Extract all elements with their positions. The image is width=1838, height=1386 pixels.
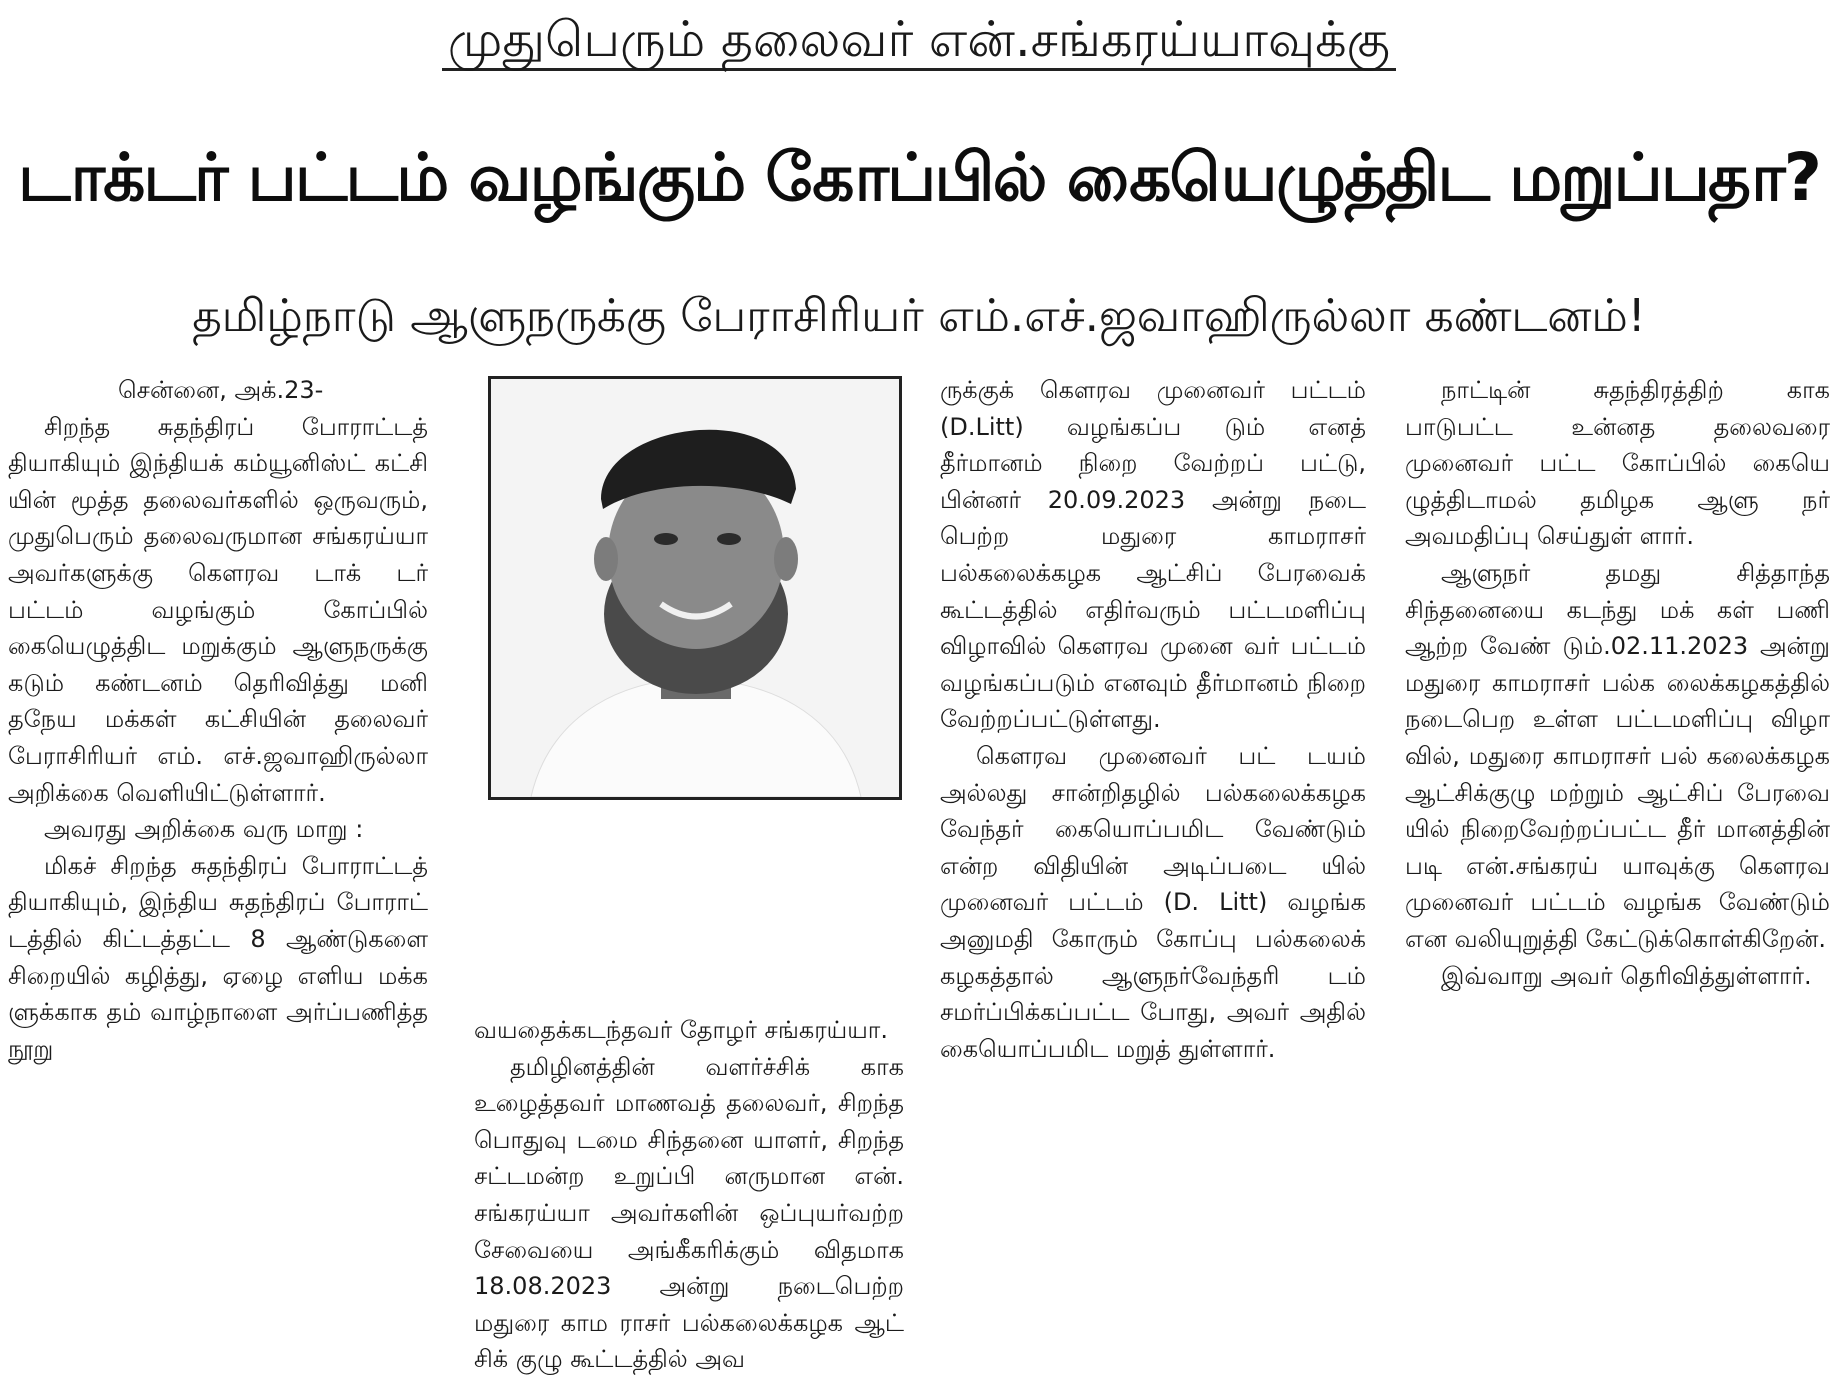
subheadline: தமிழ்நாடு ஆளுநருக்கு பேராசிரியர் எம்.எச்.ஜவாஹிருல்லா கண்டனம்! xyxy=(192,289,1646,342)
article-column-2 xyxy=(474,1012,904,1378)
paragraph: அவரது அறிக்கை வரு மாறு : xyxy=(44,815,364,844)
paragraph: தமிழினத்தின் வளர்ச்சிக் காக உழைத்தவர் மாணவத் தலைவர், சிறந்த பொதுவு டமை சிந்தனை யாளர், சிறந்த சட்டமன்ற உறுப்பி னருமான என். சங்கரய்யா அவர்களின் ஒப்புயர்வற்ற சேவையை அங்கீகரிக்கும் விதமாக 18.08.2023 அன்று நடைபெற்ற மதுரை காம ராசர் பல்கலைக்கழக ஆட் சிக் குழு கூட்டத்தில் அவ xyxy=(474,1052,904,1374)
article-column-4 xyxy=(1405,372,1830,994)
paragraph: ஆளுநர் தமது சித்தாந்த சிந்தனையை கடந்து மக் கள் பணி ஆற்ற வேண் டும்.02.11.2023 அன்று மதுரை காமராசர் பல்க லைக்கழகத்தில் நடைபெற உள்ள பட்டமளிப்பு விழா வில், மதுரை காமராசர் பல் கலைக்கழக ஆட்சிக்குழு மற்றும் ஆட்சிப் பேரவை யில் நிறைவேற்றப்பட்ட தீர் மானத்தின் படி என்.சங்கரய் யாவுக்கு கௌரவ முனைவர் பட்டம் வழங்க வேண்டும் என வலியுறுத்தி கேட்டுக்கொள்கிறேன். xyxy=(1405,558,1830,953)
portrait-photo xyxy=(488,376,902,800)
paragraph: கௌரவ முனைவர் பட் டயம் அல்லது சான்றிதழில் பல்கலைக்கழக வேந்தர் கையொப்பமிட வேண்டும் என்ற விதியின் அடிப்படை யில் முனைவர் பட்டம் (D. Litt) வழங்க அனுமதி கோரும் கோப்பு பல்கலைக் கழகத்தால் ஆளுநர்வேந்தரி டம் சமர்ப்பிக்கப்பட்ட போது, அவர் அதில் கையொப்பமிட மறுத் துள்ளார். xyxy=(940,741,1366,1063)
paragraph: இவ்வாறு அவர் தெரிவித்துள்ளார். xyxy=(1441,961,1812,990)
article-column-1 xyxy=(8,372,428,1067)
dateline: சென்னை, அக்.23- xyxy=(118,376,324,404)
headline: டாக்டர் பட்டம் வழங்கும் கோப்பில் கையெழுத்திட மறுப்பதா? xyxy=(17,139,1821,216)
paragraph: வயதைக்கடந்தவர் தோழர் சங்கரய்யா. xyxy=(474,1016,888,1044)
kicker-line xyxy=(0,8,1838,70)
portrait-image xyxy=(491,379,899,797)
paragraph: நாட்டின் சுதந்திரத்திற் காக பாடுபட்ட உன்னத தலைவரை முனைவர் பட்ட கோப்பில் கையெ ழுத்திடாமல் தமிழக ஆளு நர் அவமதிப்பு செய்துள் ளார். xyxy=(1405,376,1830,551)
kicker-text: முதுபெரும் தலைவர் என்.சங்கரய்யாவுக்கு xyxy=(442,10,1396,71)
paragraph: மிகச் சிறந்த சுதந்திரப் போராட்டத் தியாகியும், இந்திய சுதந்திரப் போராட் டத்தில் கிட்டத்தட்ட 8 ஆண்டுகளை சிறையில் கழித்து, ஏழை எளிய மக்க ளுக்காக தம் வாழ்நாளை அர்ப்பணித்த நூறு xyxy=(8,851,428,1063)
article-column-3 xyxy=(940,372,1366,1067)
paragraph: ருக்குக் கௌரவ முனைவர் பட்டம் (D.Litt) வழங்கப்ப டும் எனத் தீர்மானம் நிறை வேற்றப் பட்டு, பின்னர் 20.09.2023 அன்று நடை பெற்ற மதுரை காமராசர் பல்கலைக்கழக ஆட்சிப் பேரவைக் கூட்டத்தில் எதிர்வரும் பட்டமளிப்பு விழாவில் கௌரவ முனை வர் பட்டம் வழங்கப்படும் எனவும் தீர்மானம் நிறை வேற்றப்பட்டுள்ளது. xyxy=(940,376,1366,734)
paragraph: சிறந்த சுதந்திரப் போராட்டத் தியாகியும் இந்தியக் கம்யூனிஸ்ட் கட்சி யின் மூத்த தலைவர்களில் ஒருவரும், முதுபெரும் தலைவருமான சங்கரய்யா அவர்களுக்கு கௌரவ டாக் டர் பட்டம் வழங்கும் கோப்பில் கையெழுத்திட மறுக்கும் ஆளுநருக்கு கடும் கண்டனம் தெரிவித்து மனி தநேய மக்கள் கட்சியின் தலைவர் பேராசிரியர் எம். எச்.ஜவாஹிருல்லா அறிக்கை வெளியிட்டுள்ளார். xyxy=(8,412,428,807)
